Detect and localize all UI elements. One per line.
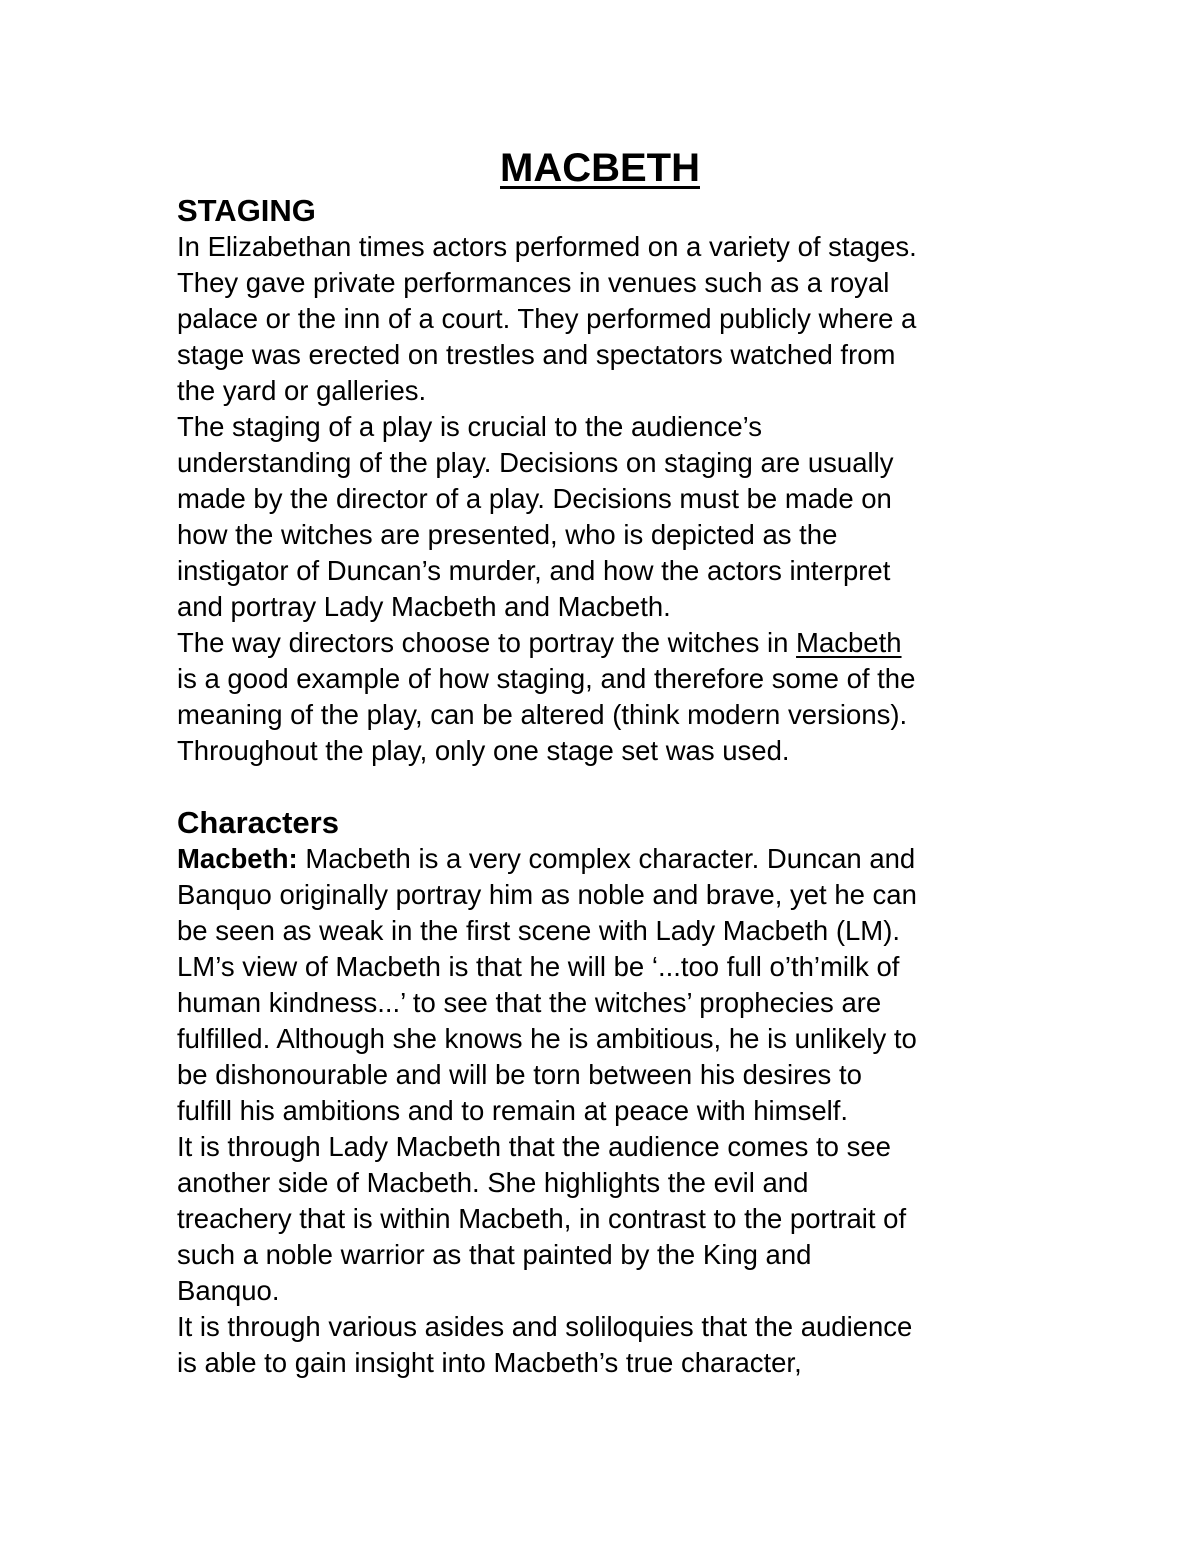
staging-line: instigator of Duncan’s murder, and how the actors interpret bbox=[177, 555, 891, 586]
characters-line: another side of Macbeth. She highlights the evil and bbox=[177, 1167, 809, 1198]
macbeth-first-line-text: Macbeth is a very complex character. Duncan and bbox=[297, 843, 916, 874]
staging-line: palace or the inn of a court. They performed publicly where a bbox=[177, 303, 917, 334]
staging-line: the yard or galleries. bbox=[177, 375, 427, 406]
macbeth-label: Macbeth: bbox=[177, 843, 298, 874]
staging-line: They gave private performances in venues such as a royal bbox=[177, 267, 890, 298]
staging-line: Throughout the play, only one stage set was used. bbox=[177, 735, 790, 766]
characters-line: Banquo. bbox=[177, 1275, 280, 1306]
staging-line: In Elizabethan times actors performed on a variety of stages. bbox=[177, 231, 917, 262]
document-title bbox=[0, 142, 1200, 194]
staging-heading: STAGING bbox=[177, 193, 316, 228]
characters-line: human kindness...’ to see that the witches’ prophecies are bbox=[177, 987, 882, 1018]
paragraph-gap bbox=[177, 769, 1037, 805]
staging-line: understanding of the play. Decisions on staging are usually bbox=[177, 447, 894, 478]
characters-line: is able to gain insight into Macbeth’s true character, bbox=[177, 1347, 802, 1378]
macbeth-first-line bbox=[177, 841, 1037, 877]
characters-heading: Characters bbox=[177, 805, 339, 840]
characters-line: be dishonourable and will be torn between his desires to bbox=[177, 1059, 862, 1090]
characters-line: fulfilled. Although she knows he is ambitious, he is unlikely to bbox=[177, 1023, 917, 1054]
staging-line: is a good example of how staging, and therefore some of the bbox=[177, 663, 916, 694]
characters-line: LM’s view of Macbeth is that he will be ‘...too full o’th’milk of bbox=[177, 951, 900, 982]
characters-line: It is through various asides and soliloquies that the audience bbox=[177, 1311, 913, 1342]
document-body bbox=[177, 193, 1037, 1381]
characters-line: It is through Lady Macbeth that the audience comes to see bbox=[177, 1131, 891, 1162]
staging-line: meaning of the play, can be altered (think modern versions). bbox=[177, 699, 908, 730]
staging-line: made by the director of a play. Decisions must be made on bbox=[177, 483, 892, 514]
characters-line: be seen as weak in the first scene with Lady Macbeth (LM). bbox=[177, 915, 900, 946]
witches-line-text: The way directors choose to portray the witches in bbox=[177, 627, 797, 658]
characters-line: treachery that is within Macbeth, in contrast to the portrait of bbox=[177, 1203, 907, 1234]
staging-line: and portray Lady Macbeth and Macbeth. bbox=[177, 591, 671, 622]
staging-line: how the witches are presented, who is depicted as the bbox=[177, 519, 838, 550]
play-title-underlined: Macbeth bbox=[796, 627, 902, 658]
staging-line: stage was erected on trestles and spectators watched from bbox=[177, 339, 896, 370]
document-title-text: MACBETH bbox=[500, 146, 700, 190]
staging-line: The staging of a play is crucial to the audience’s bbox=[177, 411, 762, 442]
characters-line: such a noble warrior as that painted by the King and bbox=[177, 1239, 812, 1270]
characters-line: Banquo originally portray him as noble and brave, yet he can bbox=[177, 879, 917, 910]
staging-witches-line bbox=[177, 625, 1037, 661]
characters-line: fulfill his ambitions and to remain at peace with himself. bbox=[177, 1095, 849, 1126]
